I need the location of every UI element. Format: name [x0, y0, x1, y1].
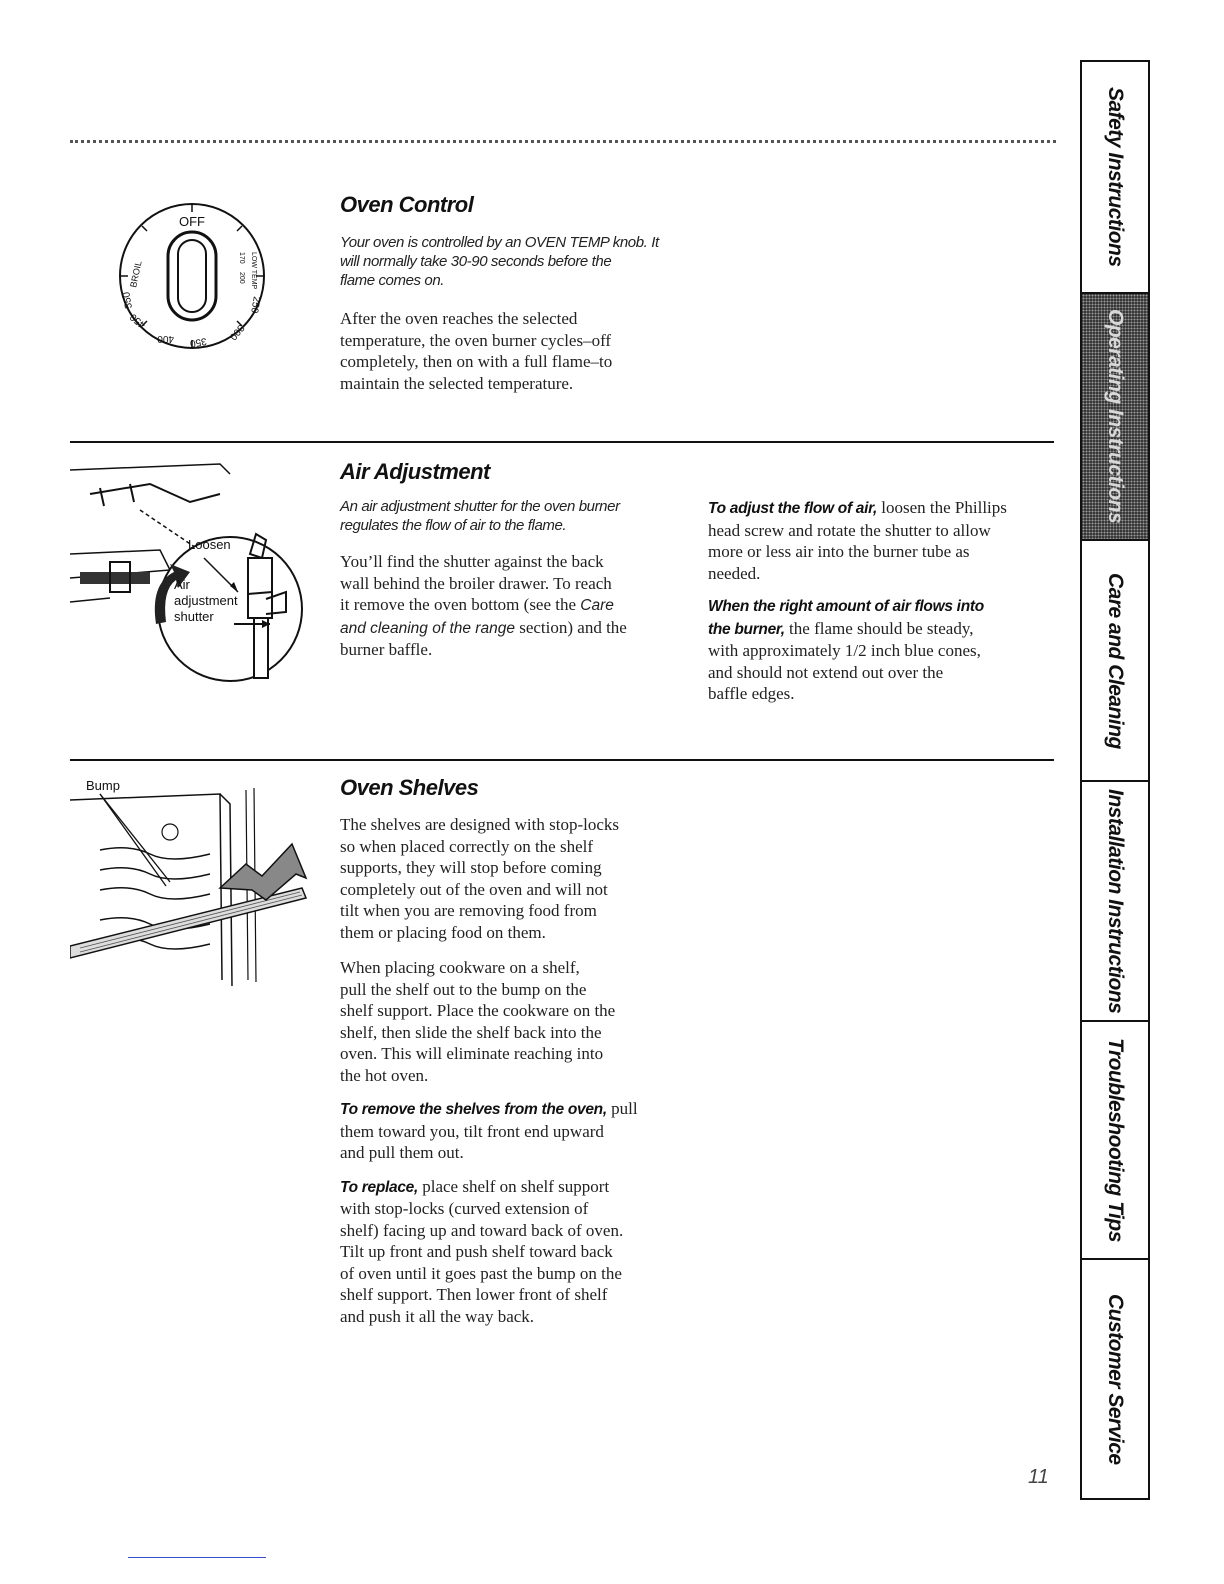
body-line: and push it all the way back. [340, 1306, 535, 1326]
knob-off-label: OFF [179, 214, 205, 229]
oven-control-intro [340, 233, 700, 290]
intro-line: will normally take 30-90 seconds before the [340, 253, 612, 270]
intro-line: An air adjustment shutter for the oven burner [340, 498, 620, 515]
page-number: 11 [1028, 1466, 1049, 1488]
body-line: more or less air into the burner tube as [708, 542, 970, 561]
body-line: and should not extend out over the [708, 662, 944, 682]
body-line: head screw and rotate the shutter to allow [708, 520, 991, 540]
tab-installation-instructions[interactable] [1082, 782, 1148, 1022]
body-line: needed. [708, 563, 761, 583]
tab-label: Care and Cleaning [1104, 572, 1127, 749]
body-line: After the oven reaches the selected [340, 309, 578, 328]
knob-lowtemp-label: LOW TEMP [250, 252, 257, 290]
body-line: You’ll find the shutter against the back [340, 552, 604, 571]
tab-label: Installation Instructions [1104, 788, 1127, 1014]
body-line: with stop-locks (curved extension of [340, 1199, 589, 1218]
body-line: temperature, the oven burner cycles–off [340, 330, 612, 350]
shelf-icon [70, 770, 320, 990]
body-text: place shelf on shelf support [422, 1176, 610, 1196]
body-line: wall behind the broiler drawer. To reach [340, 573, 612, 593]
body-line [708, 497, 1053, 520]
body-line: completely out of the oven and will not [340, 879, 608, 899]
tab-operating-instructions[interactable] [1082, 294, 1148, 541]
body-line: with approximately 1/2 inch blue cones, [708, 641, 981, 660]
oven-shelves-body [340, 814, 720, 1327]
body-text: the flame should be steady, [789, 618, 974, 638]
body-text: pull [611, 1099, 638, 1118]
burner-shutter-icon [70, 454, 310, 686]
lead-in: To remove the shelves from the oven, [340, 1101, 607, 1118]
tab-label: Troubleshooting Tips [1104, 1038, 1127, 1242]
tab-troubleshooting-tips[interactable] [1082, 1022, 1148, 1260]
body-line: The shelves are designed with stop-locks [340, 815, 620, 834]
lead-in: To replace, [340, 1178, 418, 1196]
lead-in: When the right amount of air flows into [708, 598, 984, 615]
body-line: oven. This will eliminate reaching into [340, 1044, 604, 1063]
knob-temp-250: 250 [248, 295, 262, 314]
knob-icon [112, 196, 272, 356]
body-line: maintain the selected temperature. [340, 373, 574, 393]
knob-temp-300: 300 [226, 322, 247, 342]
body-line: shelf) facing up and toward back of oven. [340, 1220, 624, 1240]
tab-customer-service[interactable] [1082, 1260, 1148, 1498]
oven-control-body [340, 308, 720, 394]
oven-control-title: Oven Control [340, 192, 474, 217]
oven-shelves-title: Oven Shelves [340, 775, 479, 800]
tab-label: Customer Service [1104, 1293, 1127, 1465]
body-line: shelf support. Then lower front of shelf [340, 1285, 608, 1304]
lead-in: the burner, [708, 620, 785, 638]
body-line: Tilt up front and push shelf toward back [340, 1242, 613, 1261]
body-line [340, 1176, 720, 1199]
tab-label: Operating Instructions [1104, 309, 1127, 524]
oven-temp-knob-figure [112, 196, 272, 356]
bump-label: Bump [86, 778, 120, 793]
body-text: it remove the oven bottom (see the [340, 595, 577, 614]
body-line [708, 618, 1053, 641]
tab-label: Safety Instructions [1104, 87, 1127, 267]
section-divider [70, 759, 1054, 761]
oven-shelf-figure [70, 770, 320, 990]
air-adjustment-title: Air Adjustment [340, 459, 490, 484]
lead-in: To adjust the flow of air, [708, 500, 878, 517]
body-line [340, 617, 690, 640]
body-text: loosen the Phillips [881, 498, 1007, 517]
air-adjustment-body [340, 551, 690, 661]
body-line: so when placed correctly on the shelf [340, 836, 594, 856]
body-line: baffle edges. [708, 684, 795, 703]
body-line: and pull them out. [340, 1143, 464, 1162]
loosen-label: Loosen [188, 537, 231, 552]
knob-temp-450: 450 [128, 310, 148, 331]
body-line: the hot oven. [340, 1065, 429, 1085]
body-line: When placing cookware on a shelf, [340, 958, 580, 977]
air-shutter-figure [70, 454, 310, 686]
intro-line: flame comes on. [340, 272, 445, 289]
knob-temp-350: 350 [189, 335, 208, 349]
body-line: burner baffle. [340, 640, 433, 659]
air-label: Air [174, 577, 190, 592]
body-emphasis: and cleaning of the range [340, 619, 515, 637]
knob-temp-200: 200 [238, 272, 245, 284]
body-line [340, 1098, 720, 1121]
shutter-label: shutter [174, 609, 214, 624]
intro-line: regulates the flow of air to the flame. [340, 517, 567, 534]
tab-safety-instructions[interactable] [1082, 62, 1148, 294]
body-line: supports, they will stop before coming [340, 858, 602, 877]
knob-broil-label: BROIL [128, 259, 144, 289]
air-adjustment-right-column [708, 497, 1053, 705]
knob-temp-550: 550 [121, 291, 135, 310]
top-dotted-rule [70, 140, 1056, 143]
body-line: shelf support. Place the cookware on the [340, 1001, 616, 1020]
body-line: them or placing food on them. [340, 922, 546, 942]
body-line: completely, then on with a full flame–to [340, 352, 613, 371]
body-line: shelf, then slide the shelf back into the [340, 1022, 602, 1042]
body-line: pull the shelf out to the bump on the [340, 979, 587, 999]
tab-care-and-cleaning[interactable] [1082, 541, 1148, 782]
adjustment-label: adjustment [174, 593, 238, 608]
bottom-underline [128, 1557, 266, 1558]
body-text: section) and the [519, 617, 627, 637]
section-divider [70, 441, 1054, 443]
air-adjustment-intro [340, 497, 680, 535]
section-tabs-sidebar [1080, 60, 1150, 1500]
knob-temp-170: 170 [238, 252, 245, 264]
body-line: of oven until it goes past the bump on the [340, 1263, 622, 1283]
body-line [340, 594, 690, 617]
body-emphasis: Care [580, 597, 614, 614]
knob-temp-400: 400 [157, 333, 174, 344]
intro-line: Your oven is controlled by an OVEN TEMP knob. It [340, 234, 659, 251]
body-line: them toward you, tilt front end upward [340, 1121, 604, 1141]
body-line: tilt when you are removing food from [340, 901, 597, 920]
